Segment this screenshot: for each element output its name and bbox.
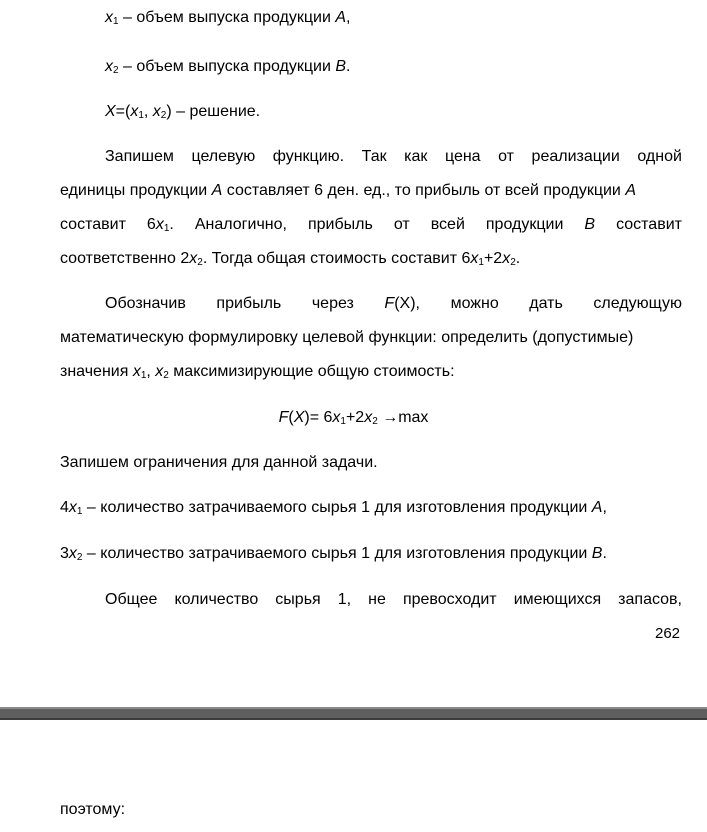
paragraph-objective-line-3: составит $6x_1$. Аналогично, прибыль от всей продукции B составит bbox=[60, 216, 682, 234]
paragraph-resources-line-1: Общее количество сырья 1, не превосходит имеющихся запасов, bbox=[105, 591, 682, 608]
document-page-next bbox=[0, 720, 707, 832]
definition-x2: $x_2$ – объем выпуска продукции B. bbox=[105, 58, 351, 76]
paragraph-objective-line-2: единицы продукции A составляет 6 ден. ед., то прибыль от всей продукции A bbox=[60, 182, 636, 199]
next-page-text: поэтому: bbox=[60, 801, 126, 818]
paragraph-notation-line-3: значения $x_1$, $x_2$ максимизирующие общую стоимость: bbox=[60, 363, 455, 381]
objective-formula: $F(X)= 6x_1+2x_2 \to\max$ bbox=[278, 409, 429, 427]
definition-x1: $x_1$ – объем выпуска продукции A, bbox=[105, 9, 351, 27]
paragraph-objective-line-4: соответственно $2x_2$. Тогда общая стоимость составит $6x_1+2x_2$. bbox=[60, 250, 521, 268]
paragraph-objective-line-1: Запишем целевую функцию. Так как цена от реализации одной bbox=[105, 148, 682, 165]
paragraph-notation-line-2: математическую формулировку целевой функции: определить (допустимые) bbox=[60, 329, 634, 346]
paragraph-notation-line-1: Обозначив прибыль через F(X), можно дать следующую bbox=[105, 295, 682, 312]
constraint-line-1: $4x_1$ – количество затрачиваемого сырья 1 для изготовления продукции A, bbox=[60, 499, 607, 517]
definition-solution: $X=(x_1$, $x_2$) – решение. bbox=[105, 103, 261, 121]
page-separator-edge bbox=[0, 707, 707, 709]
constraint-line-2: $3x_2$ – количество затрачиваемого сырья 1 для изготовления продукции B. bbox=[60, 545, 607, 563]
page-separator bbox=[0, 707, 707, 720]
page-number: 262 bbox=[655, 625, 681, 642]
constraints-intro: Запишем ограничения для данной задачи. bbox=[60, 454, 378, 471]
